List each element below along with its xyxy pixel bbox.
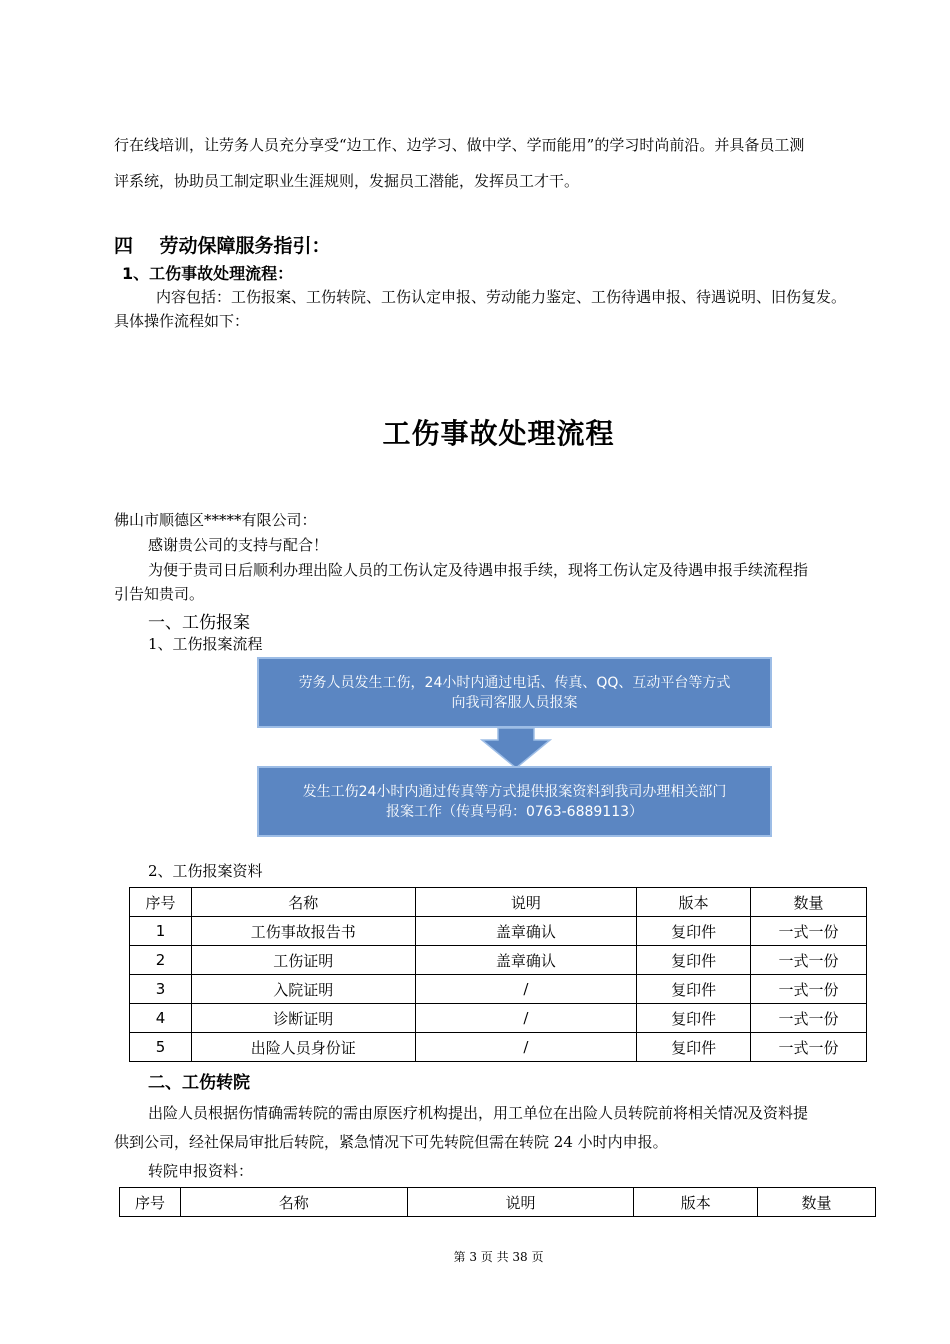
flow-step-submit-line-1: 发生工伤24小时内通过传真等方式提供报案资料到我司办理相关部门 [302,783,727,800]
table-cell: 一式一份 [751,1004,867,1033]
section-heading: 四 劳动保障服务指引： [114,235,331,257]
flow-step-report-line-2: 向我司客服人员报案 [451,694,578,711]
part2-body-line-2: 供到公司，经社保局审批后转院，紧急情况下可先转院但需在转院 24 小时内申报。 [114,1133,668,1151]
page-number: 第 3 页 共 38 页 [453,1250,544,1264]
addressee: 佛山市顺德区*****有限公司： [114,511,317,529]
table-cell: 出险人员身份证 [191,1033,415,1062]
header-cell: 数量 [751,888,867,917]
table-cell: 3 [130,975,192,1004]
thanks-line: 感谢贵公司的支持与配合！ [148,536,329,554]
table-cell: 工伤事故报告书 [191,917,415,946]
header-cell: 名称 [191,888,415,917]
subsection-heading: 1、工伤事故处理流程： [122,264,294,283]
part2-heading: 二、工伤转院 [148,1073,250,1093]
header-cell: 数量 [758,1188,876,1217]
table-cell: 工伤证明 [191,946,415,975]
flow-step-report-line-1: 劳务人员发生工伤，24小时内通过电话、传真、QQ、互动平台等方式 [298,674,731,691]
table-cell: 4 [130,1004,192,1033]
table-cell: 1 [130,917,192,946]
table-cell: / [415,1004,637,1033]
table-cell: 一式一份 [751,946,867,975]
table-cell: 入院证明 [191,975,415,1004]
content-line-1: 内容包括：工伤报案、工伤转院、工伤认定申报、劳动能力鉴定、工伤待遇申报、待遇说明、旧伤复发。 [156,288,847,306]
table-cell: 复印件 [637,1033,751,1062]
table-cell: 复印件 [637,917,751,946]
table-header-row [120,1188,876,1217]
table-row [130,946,867,975]
table-row [130,975,867,1004]
table-cell: 5 [130,1033,192,1062]
table-cell: 一式一份 [751,975,867,1004]
part2-body-line-1: 出险人员根据伤情确需转院的需由原医疗机构提出，用工单位在出险人员转院前将相关情况及资料提 [148,1104,809,1122]
content-line-2: 具体操作流程如下： [114,312,250,330]
report-materials-table [129,887,867,1062]
purpose-line-2: 引告知贵司。 [114,585,205,603]
flow-arrow-down-icon [480,728,552,770]
table-row [130,1004,867,1033]
header-cell: 说明 [415,888,637,917]
table-cell: 复印件 [637,975,751,1004]
header-cell: 名称 [180,1188,407,1217]
table-cell: 复印件 [637,946,751,975]
purpose-line-1: 为便于贵司日后顺利办理出险人员的工伤认定及待遇申报手续，现将工伤认定及待遇申报手续流程指 [148,561,809,579]
header-cell: 版本 [634,1188,758,1217]
table-cell: 一式一份 [751,917,867,946]
header-cell: 版本 [637,888,751,917]
table-cell: 复印件 [637,1004,751,1033]
table-header-row [130,888,867,917]
materials-label: 2、工伤报案资料 [148,862,263,880]
intro-line-2: 评系统，协助员工制定职业生涯规则，发掘员工潜能，发挥员工才干。 [114,172,580,190]
table-cell: 盖章确认 [415,917,637,946]
header-cell: 序号 [120,1188,181,1217]
flow-label: 1、工伤报案流程 [148,635,263,653]
part2-materials-label: 转院申报资料： [148,1162,254,1180]
flow-step-submit-docs [257,766,772,837]
flow-step-report [257,657,772,728]
table-cell: 盖章确认 [415,946,637,975]
table-cell: 一式一份 [751,1033,867,1062]
table-cell: / [415,1033,637,1062]
header-cell: 序号 [130,888,192,917]
intro-line-1: 行在线培训，让劳务人员充分享受“边工作、边学习、做中学、学而能用”的学习时尚前沿。并具备员工测 [114,136,805,154]
header-cell: 说明 [407,1188,634,1217]
part1-heading: 一、工伤报案 [148,613,250,633]
transfer-materials-table [119,1187,876,1217]
document-title: 工伤事故处理流程 [382,417,615,450]
table-cell: 2 [130,946,192,975]
table-cell: / [415,975,637,1004]
flow-step-submit-line-2: 报案工作（传真号码：0763-6889113） [385,803,644,820]
table-row [130,1033,867,1062]
table-row [130,917,867,946]
table-cell: 诊断证明 [191,1004,415,1033]
